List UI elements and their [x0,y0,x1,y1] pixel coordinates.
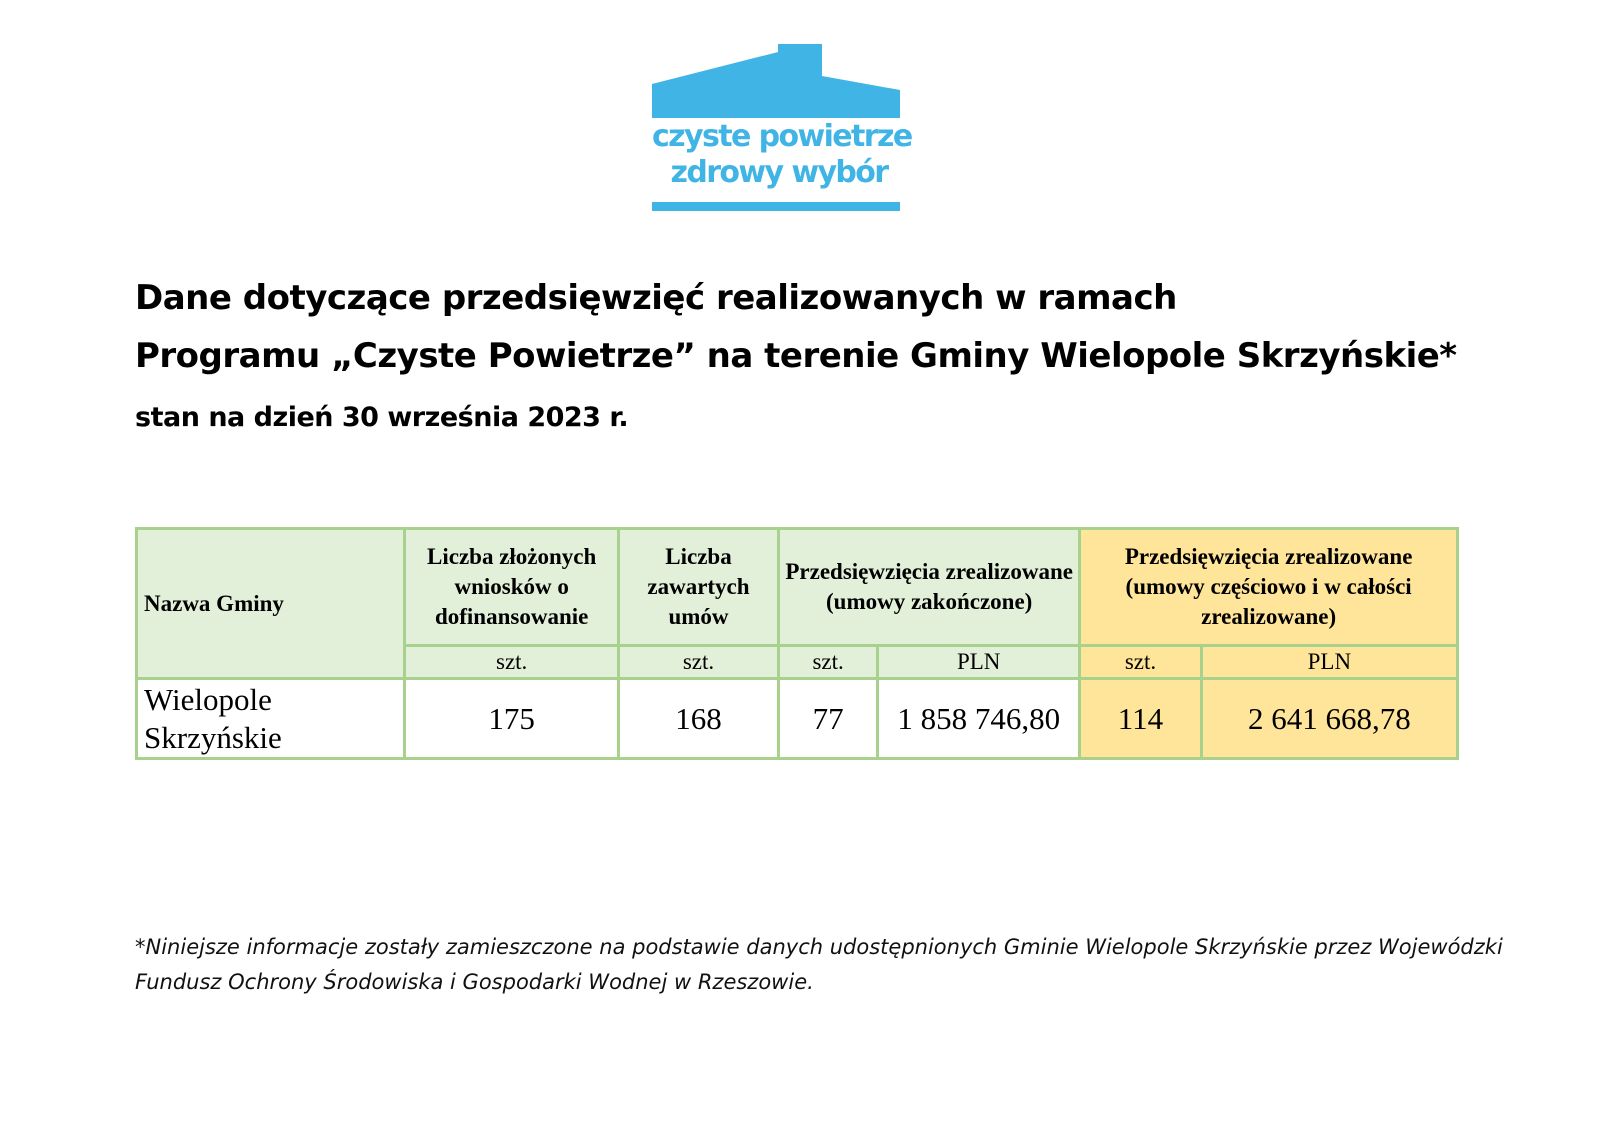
cell-contracts: 168 [618,679,778,759]
cell-completed-pln: 1 858 746,80 [878,679,1080,759]
program-logo [652,42,912,216]
cell-applications: 175 [405,679,618,759]
cell-partial-pln: 2 641 668,78 [1201,679,1457,759]
heading-line1: Dane dotyczące przedsięwzięć realizowanych w ramach [135,278,1177,318]
heading-line2: Programu „Czyste Powietrze” na terenie Gminy Wielopole Skrzyńskie* [135,336,1457,376]
data-table [135,527,1459,760]
header-row [137,529,1458,646]
header-applications: Liczba złożonych wniosków o dofinansowanie [405,529,618,646]
heading-date: stan na dzień 30 września 2023 r. [135,402,629,433]
cell-completed-count: 77 [779,679,878,759]
cell-partial-count: 114 [1080,679,1201,759]
header-partial: Przedsięwzięcia zrealizowane (umowy częściowo i w całości zrealizowane) [1080,529,1458,646]
unit-cell: PLN [878,646,1080,679]
footnote: *Niniejsze informacje zostały zamieszczone na podstawie danych udostępnionych Gminie Wielopole Skrzyńskie przez Wojewódzki Fundusz Ochrony Środowiska i Gospodarki Wodnej w Rzeszowie. [135,935,1503,994]
logo-text-line1: czyste powietrze [652,119,912,154]
unit-cell: szt. [1080,646,1201,679]
unit-cell: szt. [618,646,778,679]
header-contracts: Liczba zawartych umów [618,529,778,646]
header-completed: Przedsięwzięcia zrealizowane (umowy zakończone) [779,529,1080,646]
header-name: Nazwa Gminy [137,529,405,679]
check-icon [828,50,856,74]
unit-cell: PLN [1201,646,1457,679]
logo-text-line2: zdrowy wybór [670,155,888,190]
cell-municipality: Wielopole Skrzyńskie [137,679,405,759]
unit-cell: szt. [779,646,878,679]
unit-cell: szt. [405,646,618,679]
table-row [137,679,1458,759]
